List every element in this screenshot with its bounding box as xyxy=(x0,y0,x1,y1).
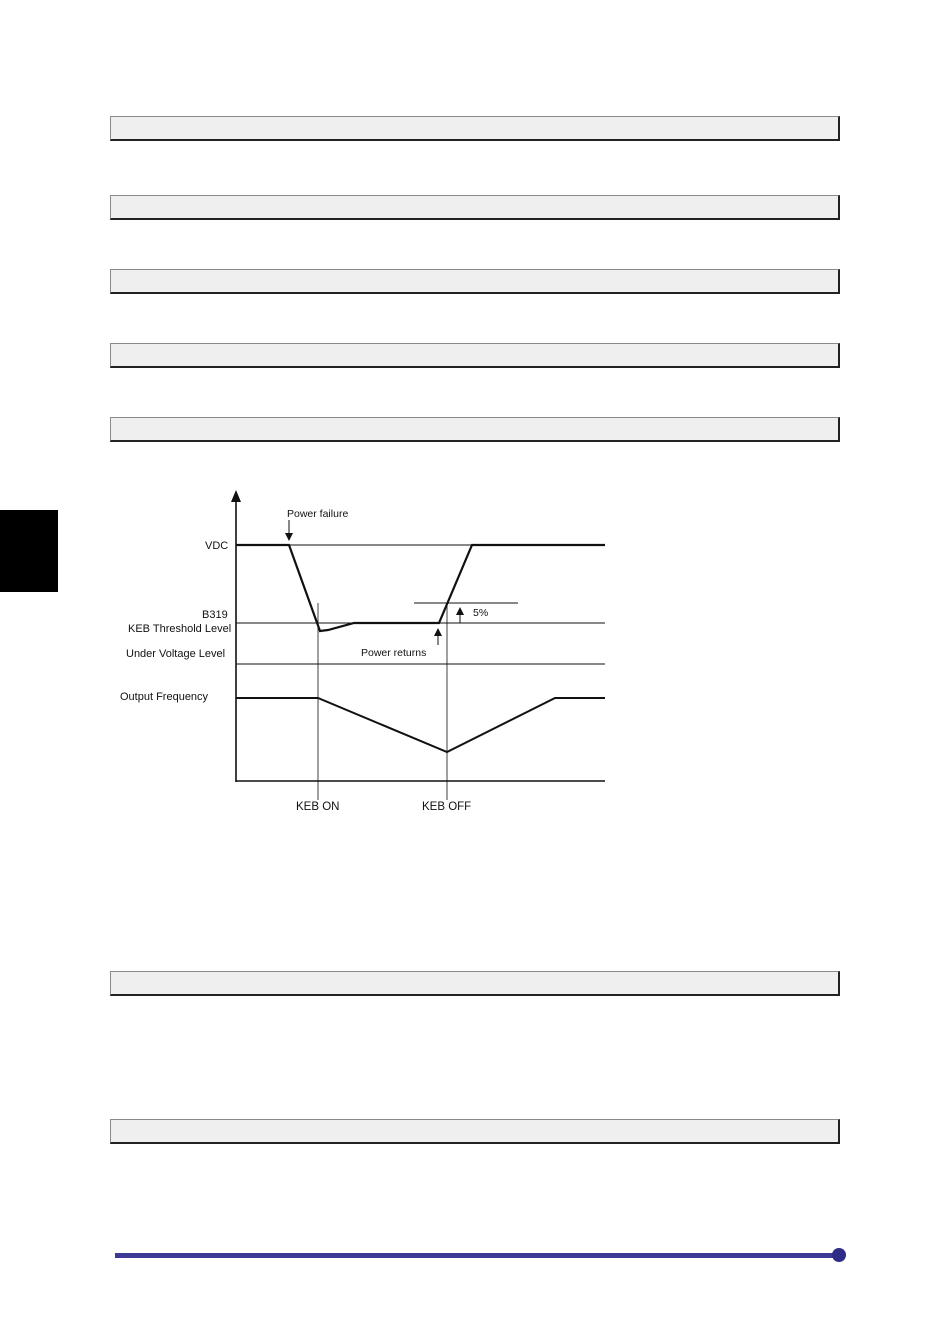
label-power-returns: Power returns xyxy=(361,647,427,659)
section-header-bar-6 xyxy=(110,971,840,996)
footer-dot-icon xyxy=(832,1248,846,1262)
y-axis-arrow-icon xyxy=(231,490,241,502)
label-keb-off: KEB OFF xyxy=(422,801,472,813)
label-power-failure: Power failure xyxy=(287,508,349,520)
vdc-curve xyxy=(236,545,605,631)
label-b319: B319 xyxy=(202,609,228,621)
output-frequency-curve xyxy=(236,698,605,752)
label-under-voltage: Under Voltage Level xyxy=(126,648,226,660)
label-keb-on: KEB ON xyxy=(296,801,340,813)
footer-rule xyxy=(115,1253,837,1258)
label-keb-threshold: KEB Threshold Level xyxy=(128,623,232,635)
label-vdc: VDC xyxy=(205,540,229,552)
section-header-bar-7 xyxy=(110,1119,840,1144)
label-output-frequency: Output Frequency xyxy=(120,691,209,703)
label-five-percent: 5% xyxy=(473,607,489,619)
